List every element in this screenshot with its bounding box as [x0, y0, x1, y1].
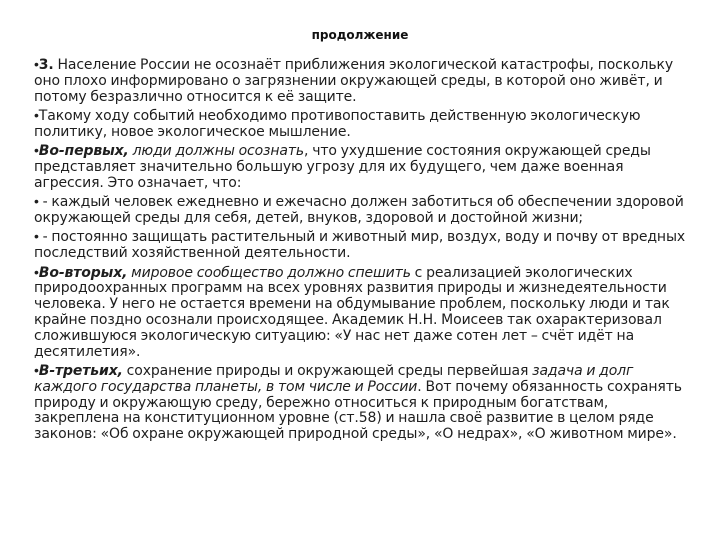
bullet-icon: • [34, 263, 39, 280]
paragraph-text: . Вот почему обязанность сохранять природу и окружающую среду, бережно относиться к природным богатствам, закреплена на конституционном уровне (ст.58) и нашла своё развитие в целом ряде законов: «Об охране окружающей природной среды», «О недрах», «О животном мире». [34, 378, 682, 443]
paragraph-emphasis: задача и долг каждого государства планеты, в том числе и России [34, 362, 634, 395]
paragraph-lead: Во-первых, [38, 143, 129, 160]
paragraph-text: , что ухудшение состояния окружающей среды представляет значительно большую угрозу для их будущего, чем даже военная агрессия. Это означает, что: [34, 143, 651, 191]
paragraph-sub-protect [34, 229, 694, 262]
paragraph-firstly [34, 143, 694, 191]
paragraph-text: - каждый человек ежедневно и ежечасно должен заботиться об обеспечении здоровой окружающей среды для себя, детей, внуков, здоровой и достойной жизни; [34, 194, 684, 226]
bullet-icon: • [34, 361, 39, 378]
paragraph-point-3 [34, 57, 694, 105]
slide-title: продолжение [311, 28, 409, 42]
paragraph-lead: В-третьих, [38, 362, 123, 379]
bullet-icon: • [34, 193, 39, 210]
bullet-icon: • [34, 142, 39, 159]
bullet-icon: • [34, 56, 39, 72]
point-number: 3. [38, 57, 54, 73]
paragraph-text: с реализацией экологических природоохранных программ на всех уровнях развития природы и жизнедеятельности человека. У него не остается времени на обдумывание проблем, поскольку люди и так крайне поздно осознали происходящее. Академик Н.Н. Моисеев так охарактеризовал сложившуюся экологическую ситуацию: «У нас нет даже сотен лет – счёт идёт на десятилетия». [34, 264, 670, 360]
paragraph-emphasis: люди должны осознать [128, 143, 305, 160]
paragraph-sub-health [34, 194, 694, 227]
paragraph-text: сохранение природы и окружающей среды первейшая [122, 362, 533, 379]
slide-body [34, 57, 694, 445]
paragraph-text: Население России не осознаёт приближения экологической катастрофы, поскольку оно плохо информировано о загрязнении окружающей среды, в которой оно живёт, и потому безразлично относится к её защите. [34, 57, 673, 105]
paragraph-text: Такому ходу событий необходимо противопоставить действенную экологическую политику, новое экологическое мышление. [34, 107, 641, 140]
paragraph-secondly [34, 265, 694, 361]
paragraph-policy [34, 108, 694, 141]
paragraph-lead: Во-вторых, [38, 264, 128, 281]
bullet-icon: • [34, 228, 39, 245]
paragraph-text: - постоянно защищать растительный и животный мир, воздух, воду и почву от вредных последствий хозяйственной деятельности. [34, 229, 686, 262]
paragraph-thirdly [34, 363, 694, 443]
bullet-icon: • [34, 106, 39, 123]
paragraph-emphasis: мировое сообщество должно спешить [127, 264, 411, 281]
